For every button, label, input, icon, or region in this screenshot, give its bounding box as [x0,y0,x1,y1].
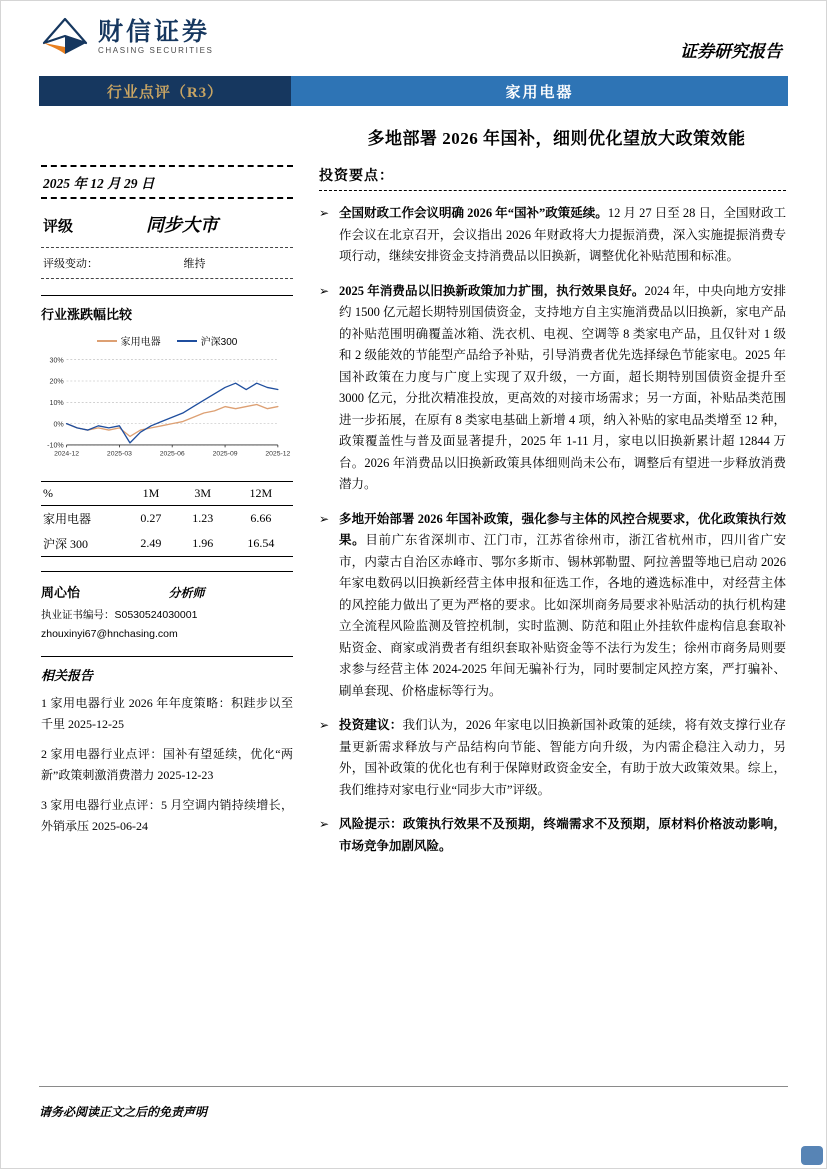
bullet-lead: 全国财政工作会议明确 2026 年“国补”政策延续。 [339,206,608,220]
bullet-lead: 多地开始部署 2026 年国补政策，强化参与主体的风控合规要求，优化政策执行效果。 [339,511,786,547]
bullet-body: 我们认为，2026 年家电以旧换新国补政策的延续，将有效支撑行业存量更新需求释放与产品结构向节能、智能方向升级，为内需企稳注入动力，另外，国补政策的优化也有利于保障财政资金安全，有助于放大政策效果。综上，我们维持对家电行业“同步大市”评级。 [339,718,786,797]
arrow-bullet-icon: ➢ [319,511,330,526]
row-value: 16.54 [247,536,275,550]
page-footer [39,1086,788,1120]
table-header-cell: 12M [249,486,273,500]
company-name [98,19,213,54]
bullet-lead: 风险提示：政策执行效果不及预期，终端需求不及预期，原材料价格波动影响，市场竞争加剧风险。 [339,817,786,853]
svg-text:2025-03: 2025-03 [106,450,132,458]
arrow-bullet-icon: ➢ [319,718,330,732]
report-type-label: 证券研究报告 [680,42,782,61]
company-name-cn: 财信证券 [98,18,211,47]
row-value: 1.96 [192,536,214,550]
industry-name: 家用电器 [291,76,788,106]
performance-table [41,481,293,557]
row-value: 0.27 [140,511,162,525]
report-title: 多地部署 2026 年国补，细则优化望放大政策效能 [367,129,746,148]
disclaimer-notice: 请务必阅读正文之后的免责声明 [39,1105,208,1119]
table-header-cell: 1M [142,486,160,500]
company-logo [41,17,213,57]
report-date: 2025 年 12 月 29 日 [41,165,293,199]
rating-change-value: 维持 [183,258,206,270]
table-header-row [41,482,293,506]
bullet-body: 2024 年，中央向地方安排约 1500 亿元超长期特别国债资金，支持地方自主实施消费品以旧换新，家电产品的补贴范围明确覆盖冰箱、洗衣机、电视、空调等 8 类家电产品，且仅针对 1 级和 2 级能效的节能型产品给予补贴，引导消费者优先选择绿色节能家电。2025 年国补政策在力度与广度上实现了双升级，一方面，超长期特别国债资金提升至 3000 亿元，分批次精准投放，更高效的对接市场需求；另一方面，补贴品类范围进一步拓展，在原有 8 类家电基础上新增 4 项，纳入补贴的家电品类增至 12 种，政策覆盖性与普及面显著提升，2025 年 1-11 月，家电以旧换新累计超 12844 万台。2026 年消费品以旧换新政策具体细则尚未公布，调整后有望进一步释放消费潜力。 [339,283,786,491]
svg-text:10%: 10% [49,398,64,407]
svg-text:2025-09: 2025-09 [212,450,238,458]
bullet-body: 目前广东省深圳市、江门市，江苏省徐州市，浙江省杭州市，四川省广安市，内蒙古自治区赤峰市、鄂尔多斯市、锡林郭勒盟、阿拉善盟等地已启动 2026 年家电数码以旧换新经营主体申报和征选工作，各地的遴选标准中，对经营主体的风控能力做出了更为严格的要求。比如深圳商务局要求补贴活动的执行机构建立全流程风险监测及管控机制，实时监测、防范和阻止外挂软件虚构信息套取补贴资金、商家或消费者有组织套取补贴资金等不法行为发生；徐州市商务局则要求参与经营主体 2024-2025 年间无骗补行为，同时要制定风控方案，严打骗补、刷单套现、价格虚标等行为。 [339,533,786,698]
row-value: 1.23 [192,511,214,525]
row-value: 6.66 [250,511,272,525]
bullet-item [319,814,786,857]
bullet-item [319,203,786,268]
table-header-cell: 3M [194,486,212,500]
bullet-list [319,203,786,857]
analyst-block [41,571,293,640]
company-logo-icon [41,17,89,57]
legend-item [177,333,238,348]
table-header-cell: % [43,486,53,500]
bullet-item [319,281,786,496]
bullet-item [319,715,786,801]
arrow-bullet-icon: ➢ [319,283,330,298]
rating-value: 同步大市 [146,215,218,235]
page-header [1,1,826,62]
key-points-title: 投资要点： [319,165,786,191]
related-report-item: 3 家用电器行业点评：5 月空调内销持续增长，外销承压 2025-06-24 [41,798,293,833]
rating-row [41,199,293,248]
svg-text:30%: 30% [49,356,64,365]
related-report-item: 1 家用电器行业 2026 年年度策略：积跬步以至千里 2025-12-25 [41,696,293,731]
rating-change-row [41,248,293,279]
related-reports [41,656,293,837]
main-content [319,165,786,870]
report-category: 行业点评（R3） [39,76,291,106]
legend-line-swatch [97,340,117,342]
bullet-item [319,509,786,703]
row-value: 2.49 [140,536,162,550]
legend-label: 沪深300 [200,337,238,348]
svg-text:20%: 20% [49,377,64,386]
legend-label: 家用电器 [120,337,161,348]
analyst-name: 周心怡 [41,585,81,600]
bullet-lead: 2025 年消费品以旧换新政策加力扩围，执行效果良好。 [339,283,645,298]
related-report-item: 2 家用电器行业点评：国补有望延续，优化“两新”政策刺激消费潜力 2025-12-23 [41,747,293,782]
category-banner [39,76,788,106]
table-row [41,531,293,557]
row-label: 家用电器 [43,512,92,526]
rating-change-label: 评级变动： [43,258,98,270]
chart-legend [41,333,293,348]
comparison-chart-svg [41,350,293,466]
bullet-body: 12 月 27 日至 28 日，全国财政工作会议在北京召开，会议指出 2026 年财政将大力提振消费，深入实施提振消费专项行动，继续安排资金支持消费品以旧换新，调整优化补贴范围和标准。 [339,206,786,263]
bullet-lead: 投资建议： [339,718,403,732]
svg-text:2024-12: 2024-12 [54,450,80,458]
analyst-title: 分析师 [168,586,205,600]
comparison-chart [41,350,293,471]
analyst-email[interactable]: zhouxinyi67@hnchasing.com [41,628,178,640]
arrow-bullet-icon: ➢ [319,817,330,831]
related-reports-list [41,693,293,837]
arrow-bullet-icon: ➢ [319,206,330,220]
analyst-cert: 执业证书编号：S0530524030001 [41,609,198,621]
rating-label: 评级 [43,219,74,235]
svg-text:-10%: -10% [47,441,64,450]
svg-text:2025-06: 2025-06 [159,450,185,458]
sidebar [41,165,293,870]
corner-decoration [801,1146,823,1165]
legend-item [97,333,161,348]
legend-line-swatch [177,340,197,342]
row-label: 沪深 300 [43,537,89,551]
company-name-en: CHASING SECURITIES [98,45,214,55]
related-reports-title: 相关报告 [41,668,94,683]
svg-text:0%: 0% [53,420,64,429]
svg-text:2025-12: 2025-12 [265,450,291,458]
table-row [41,506,293,532]
chart-section-title: 行业涨跌幅比较 [41,295,293,323]
